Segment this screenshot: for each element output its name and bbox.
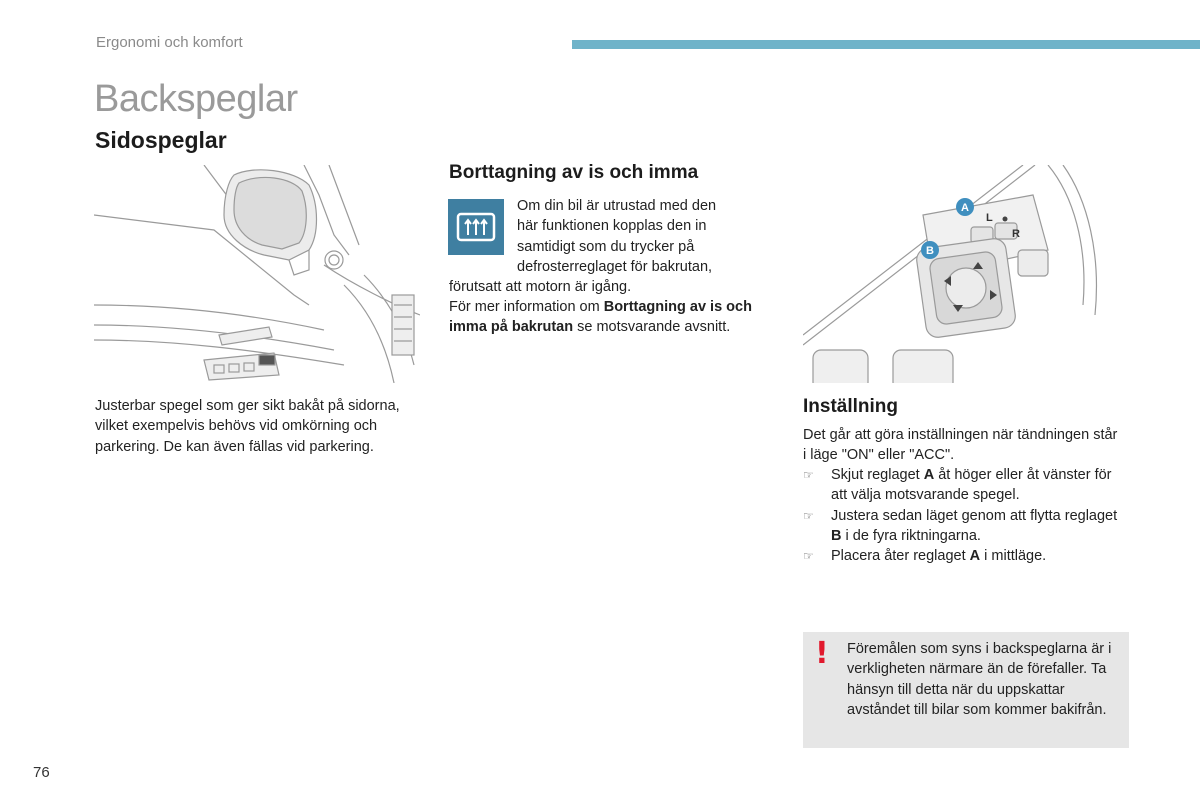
adjustment-heading: Inställning (803, 396, 898, 417)
door-mirror-drawing (94, 165, 420, 383)
label-r: R (1012, 228, 1020, 240)
warning-exclamation-icon: ! (815, 636, 829, 671)
adjustment-step: ☞ Placera åter reglaget A i mittläge. (803, 546, 1123, 566)
page-subtitle: Sidospeglar (95, 127, 227, 153)
page-number: 76 (33, 764, 50, 781)
mirror-controls-illustration (803, 165, 1129, 383)
mirror-controls-drawing (803, 165, 1129, 383)
adjustment-steps (803, 465, 1123, 566)
mirror-caption: Justerbar spegel som ger sikt bakåt på sidorna, vilket exempelvis behövs vid omkörning och parkering. De kan även fällas vid parkering. (95, 398, 400, 455)
defrost-heading: Borttagning av is och imma (449, 162, 699, 183)
more-info-link-text: Borttagning av is och imma på bakrutan (449, 299, 752, 336)
pointing-hand-icon: ☞ (803, 508, 814, 523)
label-a: A (961, 202, 969, 214)
more-info-suffix: se motsvarande avsnitt. (573, 319, 731, 336)
defrost-more-info (449, 297, 784, 338)
defrost-continued: förutsatt att motorn är igång. (449, 279, 632, 295)
more-info-prefix: För mer information om (449, 299, 604, 315)
label-l: L (986, 212, 993, 224)
warning-note-text: Föremålen som syns i backspeglarna är i verkligheten närmare än de förefaller. Ta hänsyn till detta när du uppskattar avståndet till bilar som kommer bakifrån. (847, 641, 1112, 718)
pointing-hand-icon: ☞ (803, 549, 814, 564)
door-mirror-illustration (94, 165, 420, 383)
warning-note (803, 632, 1129, 748)
adjustment-step: ☞ Skjut reglaget A åt höger eller åt vänster för att välja motsvarande spegel. (803, 467, 1112, 504)
defrost-intro: Om din bil är utrustad med den här funktionen kopplas den in samtidigt som du trycker på defrosterreglaget för bakrutan, (517, 198, 717, 275)
adjustment-intro: Det går att göra inställningen när tändningen står i läge "ON" eller "ACC". (803, 427, 1118, 464)
adjustment-step: ☞ Justera sedan läget genom att flytta reglaget B i de fyra riktningarna. (803, 507, 1118, 544)
header-accent-bar (572, 40, 1200, 49)
label-b: B (926, 245, 934, 257)
rear-defrost-icon (448, 199, 504, 255)
section-label: Ergonomi och komfort (96, 34, 243, 51)
page-title: Backspeglar (94, 78, 298, 120)
pointing-hand-icon: ☞ (803, 468, 814, 482)
